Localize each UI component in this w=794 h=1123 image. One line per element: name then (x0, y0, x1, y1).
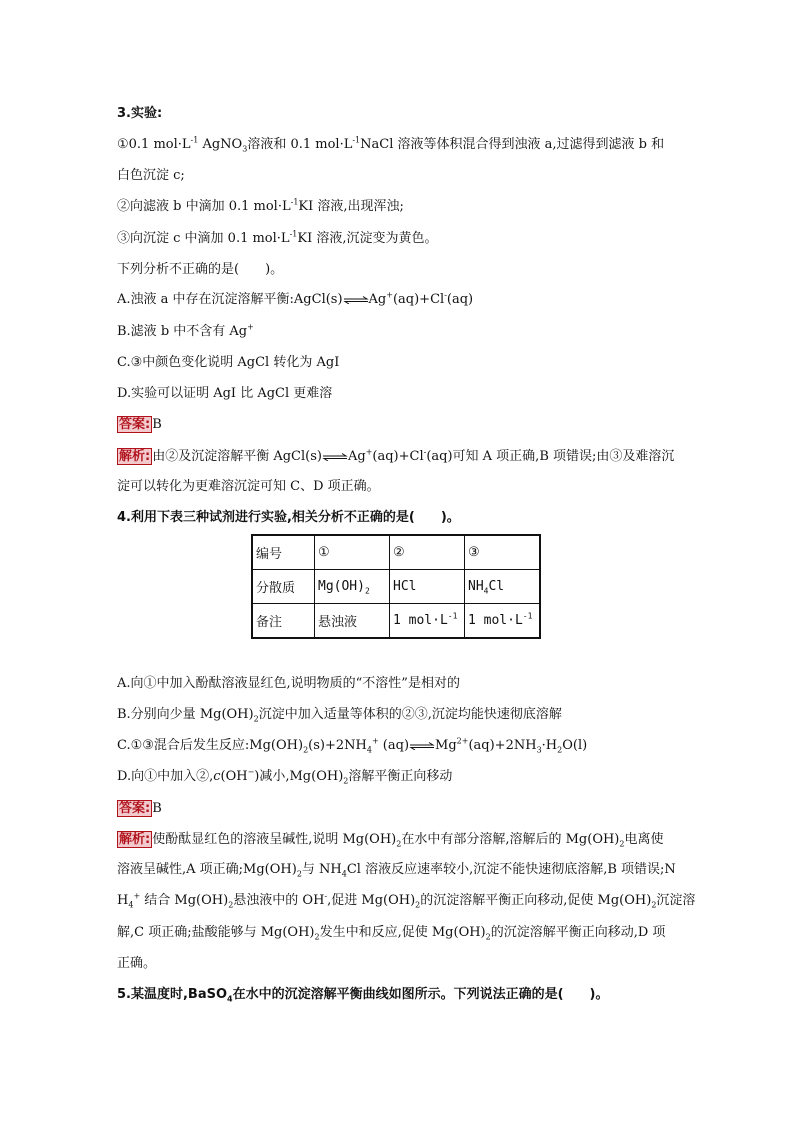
q3-answer: 答案: B (119, 417, 162, 432)
analysis-tag: 解析: (119, 832, 151, 847)
table-cell: HCl (390, 570, 465, 604)
q4-option-a: A.向①中加入酚酞溶液显红色,说明物质的“不溶性”是相对的 (117, 676, 460, 691)
q3-item1-cont: 白色沉淀 c; (117, 168, 185, 183)
table-cell: 悬浊液 (315, 604, 390, 639)
q3-option-c: C.③中颜色变化说明 AgCl 转化为 AgI (117, 355, 340, 370)
q4-analysis-line5: 正确。 (117, 956, 157, 971)
q4-option-b: B.分别向少量 $Mg(OH)_2$沉淀中加入适量等体积的②③,沉淀均能快速彻底溶解 (117, 707, 562, 724)
table-row (252, 604, 540, 639)
q4-answer: 答案: B (119, 801, 162, 816)
q4-option-c: C.①③混合后发生反应$:Mg(OH)_2(s)+2NH_4^+$ (aq) $Mg^{2+}(aq)+2NH_3\cdot H_2O(l)$ (117, 736, 588, 755)
q3-item2: ②向滤液 b 中滴加 0.1 $mol\cdot L^{-1}KI$ 溶液,出现浑浊; (117, 197, 404, 214)
q3-analysis-cont: 淀可以转化为更难溶沉淀可知 C、D 项正确。 (117, 479, 380, 494)
q4-title: 4.利用下表三种试剂进行实验,相关分析不正确的是( )。 (117, 510, 460, 525)
q3-option-d: D.实验可以证明 AgI 比 AgCl 更难溶 (117, 386, 333, 401)
equilibrium-arrow-icon (343, 296, 369, 304)
q4-option-d: D.向①中加入②,c(OH−)减小$,Mg(OH)_2$溶解平衡正向移动 (117, 767, 453, 786)
q3-analysis: 解析: 由②及沉淀溶解平衡 AgCl(s) Ag+(aq)+Cl-(aq)可知 A 项正确,B 项错误;由③及难溶沉 (119, 447, 675, 464)
equilibrium-arrow-icon (322, 453, 348, 461)
q5-title: 5.某温度时,BaSO$_4$在水中的沉淀溶解平衡曲线如图所示。下列说法正确的是( )。 (117, 987, 609, 1004)
analysis-tag: 解析: (119, 449, 151, 464)
table-row (252, 570, 540, 604)
q3-item1: ①0.1 $mol\cdot L^{-1}$ AgNO$_3$溶液和 0.1 $mol\cdot L^{-1}NaCl$ 溶液等体积混合得到浊液 a,过滤得到滤液 b 和 (117, 135, 665, 154)
table-cell: 1 $mol\cdot L^{-1}$ (390, 604, 465, 639)
answer-tag: 答案: (119, 417, 151, 432)
table-cell: ② (390, 535, 465, 570)
table-cell: 编号 (252, 535, 315, 570)
table-cell: $NH_4Cl$ (465, 570, 541, 604)
q3-stem: 下列分析不正确的是( )。 (117, 262, 284, 277)
q3-title: 3.实验: (117, 106, 163, 121)
table-cell: 1 $mol\cdot L^{-1}$ (465, 604, 541, 639)
q4-analysis-line4: 解,C 项正确;盐酸能够与 $Mg(OH)_2$发生中和反应,促使 $Mg(OH)_2$的沉淀溶解平衡正向移动,D 项 (117, 925, 666, 942)
table-cell: 分散质 (252, 570, 315, 604)
reagent-table (251, 534, 541, 639)
q3-option-a: A.浊液 a 中存在沉淀溶解平衡:AgCl(s) Ag+(aq)+Cl-(aq) (117, 290, 474, 307)
q4-analysis-line3: $H_4^+$ 结合 $Mg(OH)_2$悬浊液中的 OH-,促进 $Mg(OH)_2$的沉淀溶解平衡正向移动,促使 $Mg(OH)_2$沉淀溶 (117, 891, 696, 910)
q4-analysis-line2: 溶液呈碱性,A 项正确$;Mg(OH)_2$与 $NH_4Cl$ 溶液反应速率较小,沉淀不能快速彻底溶解,B 项错误;N (117, 862, 676, 879)
table-cell: ③ (465, 535, 541, 570)
table-cell: ① (315, 535, 390, 570)
table-cell: $Mg(OH)_2$ (315, 570, 390, 604)
q3-item3: ③向沉淀 c 中滴加 0.1 $mol\cdot L^{-1}KI$ 溶液,沉淀变为黄色。 (117, 229, 438, 246)
table-cell: 备注 (252, 604, 315, 639)
q4-analysis: 解析: 使酚酞显红色的溶液呈碱性,说明 $Mg(OH)_2$在水中有部分溶解,溶解后的 $Mg(OH)_2$电离使 (119, 832, 664, 849)
table-row (252, 535, 540, 570)
q3-option-b: B.滤液 b 中不含有 Ag+ (117, 322, 254, 339)
equilibrium-arrow-icon (409, 742, 435, 750)
answer-tag: 答案: (119, 801, 151, 816)
